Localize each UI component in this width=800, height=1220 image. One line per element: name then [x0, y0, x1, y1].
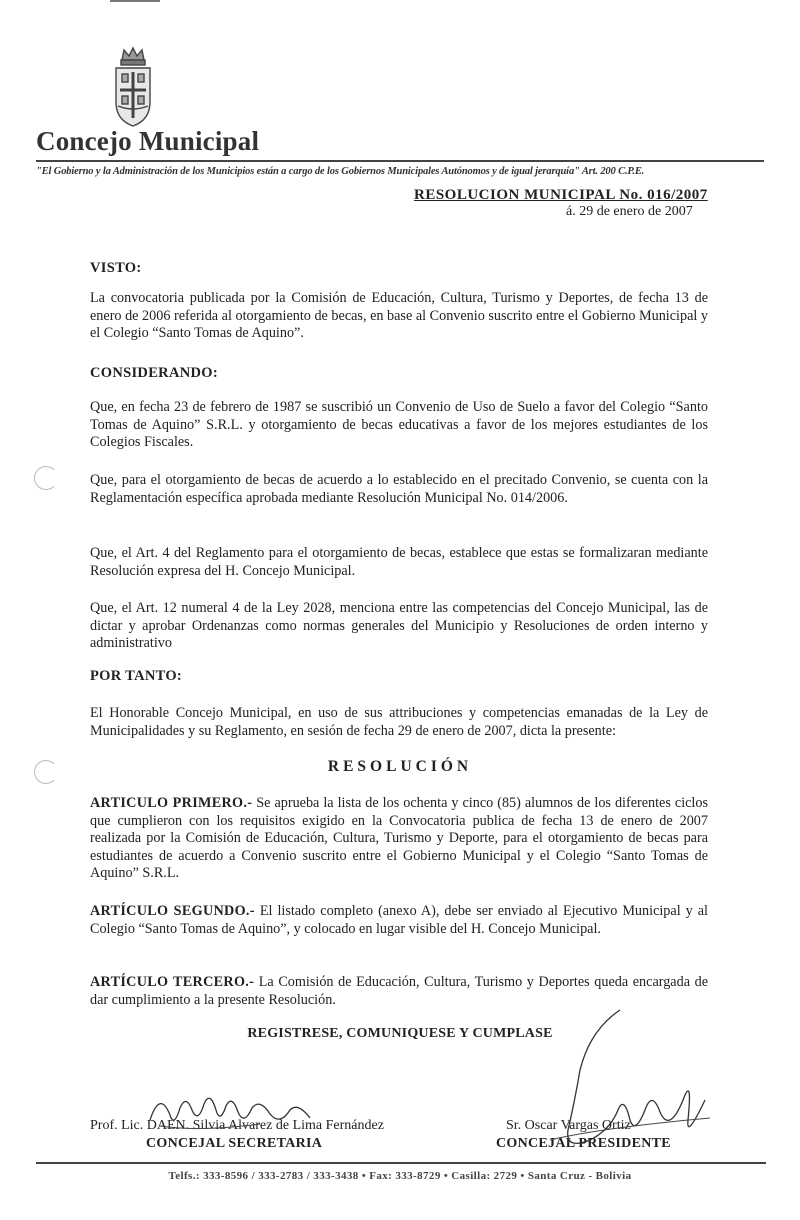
considerando-paragraph: Que, en fecha 23 de febrero de 1987 se suscribió un Convenio de Uso de Suelo a favor del Colegio “Santo Tomas de Aquino” S.R.L. y otorgamiento de becas educativas a favor de los mejores estudiantes de los Colegios Fiscales. [90, 399, 708, 451]
left-signatory-name: Prof. Lic. DAEN. Silvia Alvarez de Lima Fernández [90, 1118, 384, 1133]
contact-footer: Telfs.: 333-8596 / 333-2783 / 333-3438 • Fax: 333-8729 • Casilla: 2729 • Santa Cruz - Bolivia [168, 1170, 632, 1182]
footer-rule [36, 1162, 766, 1164]
considerando-paragraph: Que, el Art. 12 numeral 4 de la Ley 2028, menciona entre las competencias del Concejo Municipal, las de dictar y aprobar Ordenanzas como normas generales del Municipio y Resoluciones de orden interno y administrativo [90, 600, 708, 652]
visto-paragraph: La convocatoria publicada por la Comisión de Educación, Cultura, Turismo y Deportes, de fecha 13 de enero de 2006 referida al otorgamiento de becas, en base al Convenio suscrito entre el Gobierno Municipal y el Colegio “Santo Tomas de Aquino”. [90, 290, 708, 342]
left-signatory-title: CONCEJAL SECRETARIA [146, 1136, 323, 1151]
considerando-heading: CONSIDERANDO: [90, 365, 218, 381]
considerando-paragraph: Que, el Art. 4 del Reglamento para el otorgamiento de becas, establece que estas se formalizaran mediante Resolución expresa del H. Concejo Municipal. [90, 545, 708, 579]
portanto-heading: POR TANTO: [90, 668, 183, 684]
resolution-number: RESOLUCION MUNICIPAL No. 016/2007 [414, 187, 708, 203]
article-label: ARTICULO PRIMERO.- [90, 795, 253, 811]
header-rule [36, 160, 764, 162]
article-tercero [90, 974, 708, 1009]
municipal-crest-icon [108, 46, 158, 130]
resolution-date: á. 29 de enero de 2007 [566, 204, 693, 219]
scan-edge-mark [110, 0, 160, 2]
punch-hole [34, 466, 58, 490]
resolucion-title: RESOLUCIÓN [327, 758, 473, 775]
closing-formula: REGISTRESE, COMUNIQUESE Y CUMPLASE [247, 1026, 553, 1041]
punch-hole [34, 760, 58, 784]
right-signatory-title: CONCEJAL PRESIDENTE [496, 1136, 671, 1151]
constitution-motto: "El Gobierno y la Administración de los Municipios están a cargo de los Gobiernos Municipales Autónomos y de igual jerarquía" Art. 200 C.P.E. [36, 166, 645, 177]
article-primero [90, 795, 708, 883]
article-label: ARTÍCULO TERCERO.- [90, 974, 255, 990]
article-segundo [90, 903, 708, 938]
article-text: El listado completo (anexo A), debe ser enviado al Ejecutivo Municipal y al Colegio “Santo Tomas de Aquino”, y colocado en lugar visible del H. Concejo Municipal. [90, 903, 708, 937]
considerando-paragraph: Que, para el otorgamiento de becas de acuerdo a lo establecido en el precitado Convenio, se cuenta con la Reglamentación específica aprobada mediante Resolución Municipal No. 014/2006. [90, 472, 708, 506]
article-text: La Comisión de Educación, Cultura, Turismo y Deportes queda encargada de dar cumplimiento a la presente Resolución. [90, 974, 708, 1008]
brand-title: Concejo Municipal [36, 126, 260, 156]
right-signatory-name: Sr. Oscar Vargas Ortiz [506, 1118, 631, 1133]
visto-heading: VISTO: [90, 260, 142, 276]
portanto-paragraph: El Honorable Concejo Municipal, en uso de sus attribuciones y competencias emanadas de la Ley de Municipalidades y su Reglamento, en sesión de fecha 29 de enero de 2007, dicta la presente: [90, 705, 708, 739]
article-label: ARTÍCULO SEGUNDO.- [90, 903, 255, 919]
article-text: Se aprueba la lista de los ochenta y cinco (85) alumnos de los diferentes ciclos que cumplieron con los requisitos exigido en la Convocatoria publica de fecha 13 de enero de 2007 realizada por la Comisión de Educación, Cultura, Turismo y Deporte, para el otorgamiento de becas para estudiantes de acuerdo a Convenio suscrito entre el Gobierno Municipal y el Colegio “Santo Tomas de Aquino” S.R.L. [90, 795, 708, 882]
